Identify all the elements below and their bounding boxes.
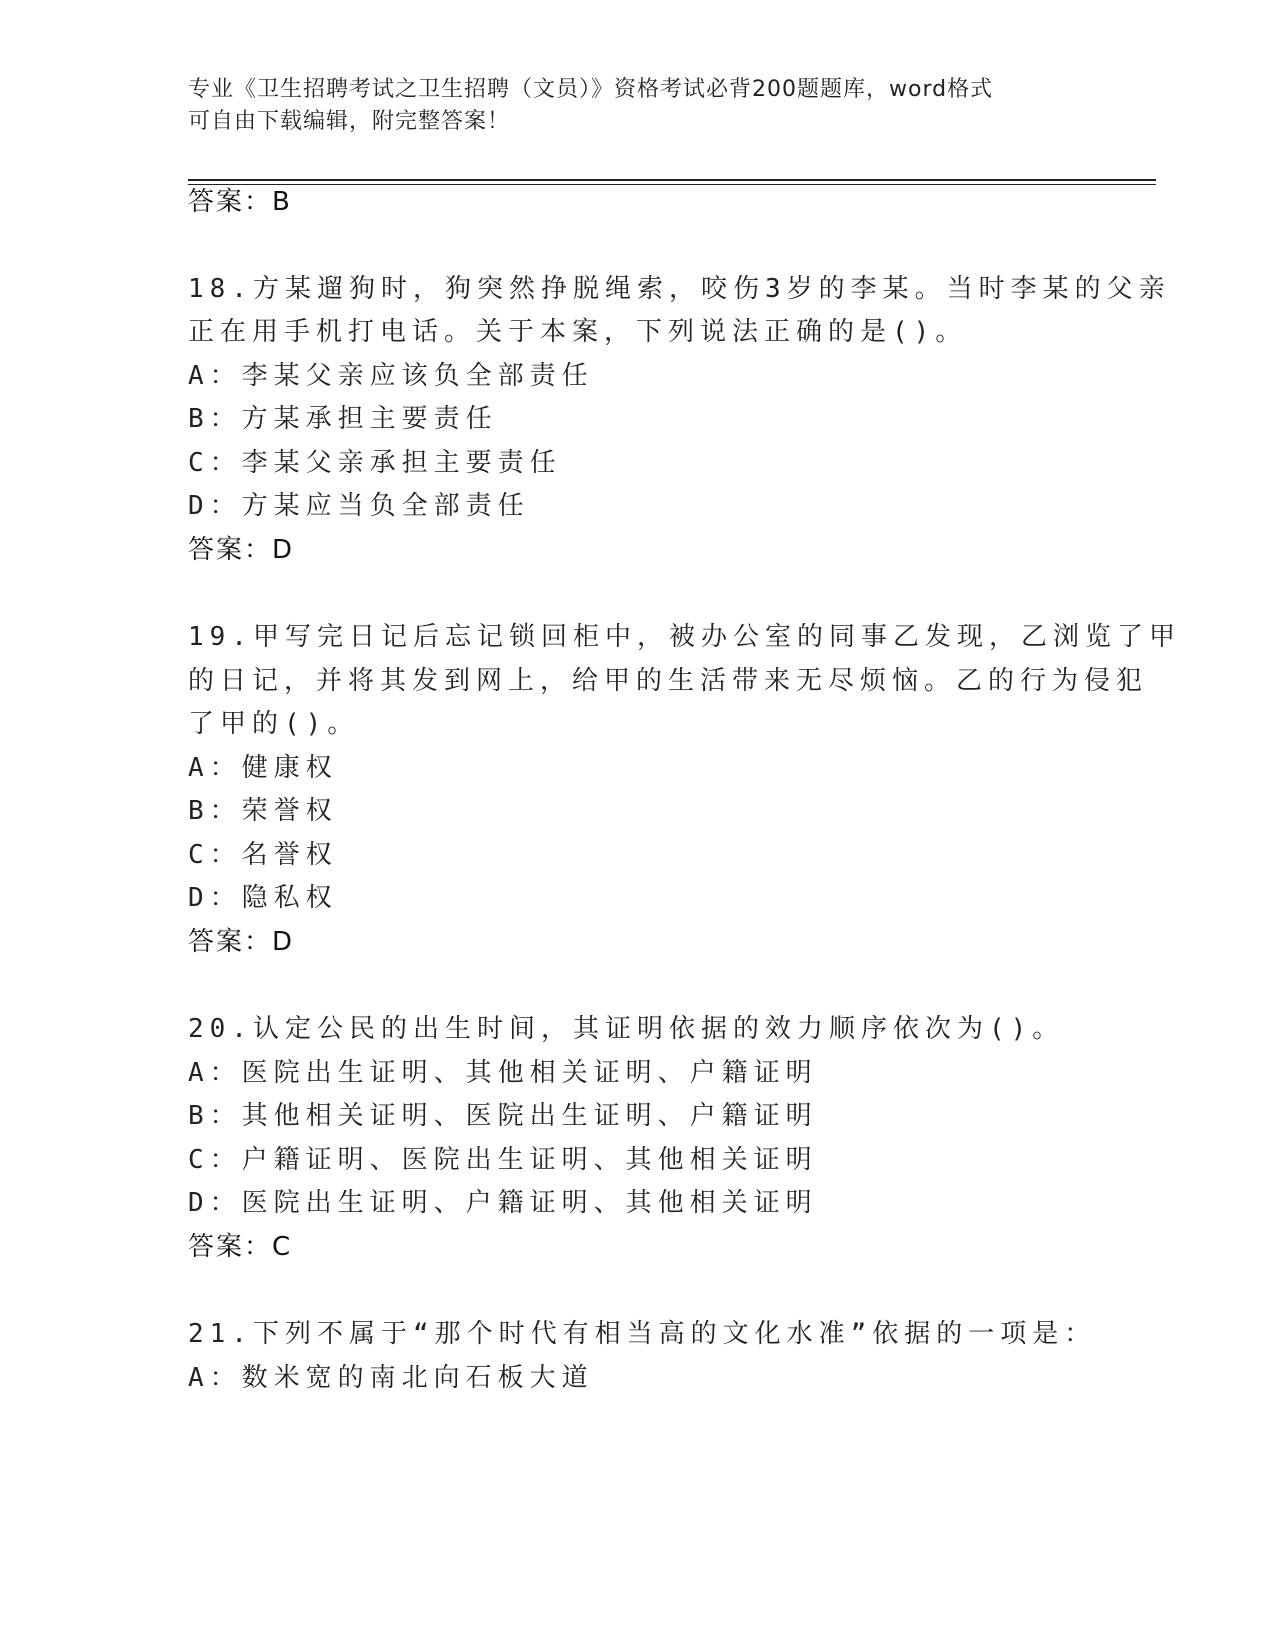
q18-stem-line-1: 18.方某遛狗时，狗突然挣脱绳索，咬伤3岁的李某。当时李某的父亲	[188, 274, 1171, 304]
q20-stem-line-1: 20.认定公民的出生时间，其证明依据的效力顺序依次为()。	[188, 1014, 1065, 1044]
q19-option-c: C：名誉权	[188, 840, 338, 870]
answer-q20: 答案：C	[188, 1232, 293, 1262]
document-header	[188, 74, 1068, 138]
q18-stem-line-2: 正在用手机打电话。关于本案，下列说法正确的是()。	[188, 317, 968, 347]
q21-stem-line-1: 21.下列不属于“那个时代有相当高的文化水准”依据的一项是：	[188, 1319, 1097, 1349]
header-line-2: 可自由下载编辑，附完整答案！	[188, 109, 511, 134]
q19-stem-line-3: 了甲的()。	[188, 709, 360, 739]
q21-option-a: A：数米宽的南北向石板大道	[188, 1363, 594, 1393]
answer-q17: 答案：B	[188, 187, 292, 217]
header-divider-thin	[188, 184, 1156, 185]
q19-option-a: A：健康权	[188, 753, 338, 783]
header-divider-thick	[188, 179, 1156, 181]
q18-option-d: D：方某应当负全部责任	[188, 491, 530, 521]
q19-stem-line-1: 19.甲写完日记后忘记锁回柜中，被办公室的同事乙发现，乙浏览了甲	[188, 622, 1181, 652]
q20-option-d: D：医院出生证明、户籍证明、其他相关证明	[188, 1188, 818, 1218]
answer-q18: 答案：D	[188, 535, 295, 565]
q19-option-d: D：隐私权	[188, 883, 338, 913]
q18-option-c: C：李某父亲承担主要责任	[188, 448, 562, 478]
q20-option-c: C：户籍证明、医院出生证明、其他相关证明	[188, 1145, 818, 1175]
q20-option-b: B：其他相关证明、医院出生证明、户籍证明	[188, 1101, 818, 1131]
q19-stem-line-2: 的日记，并将其发到网上，给甲的生活带来无尽烦恼。乙的行为侵犯	[188, 666, 1149, 696]
q20-option-a: A：医院出生证明、其他相关证明、户籍证明	[188, 1058, 818, 1088]
header-line-1: 专业《卫生招聘考试之卫生招聘（文员）》资格考试必背200题题库，word格式	[188, 77, 994, 102]
answer-q19: 答案：D	[188, 927, 295, 957]
q19-option-b: B：荣誉权	[188, 796, 338, 826]
q18-option-a: A：李某父亲应该负全部责任	[188, 361, 594, 391]
q18-option-b: B：方某承担主要责任	[188, 404, 498, 434]
